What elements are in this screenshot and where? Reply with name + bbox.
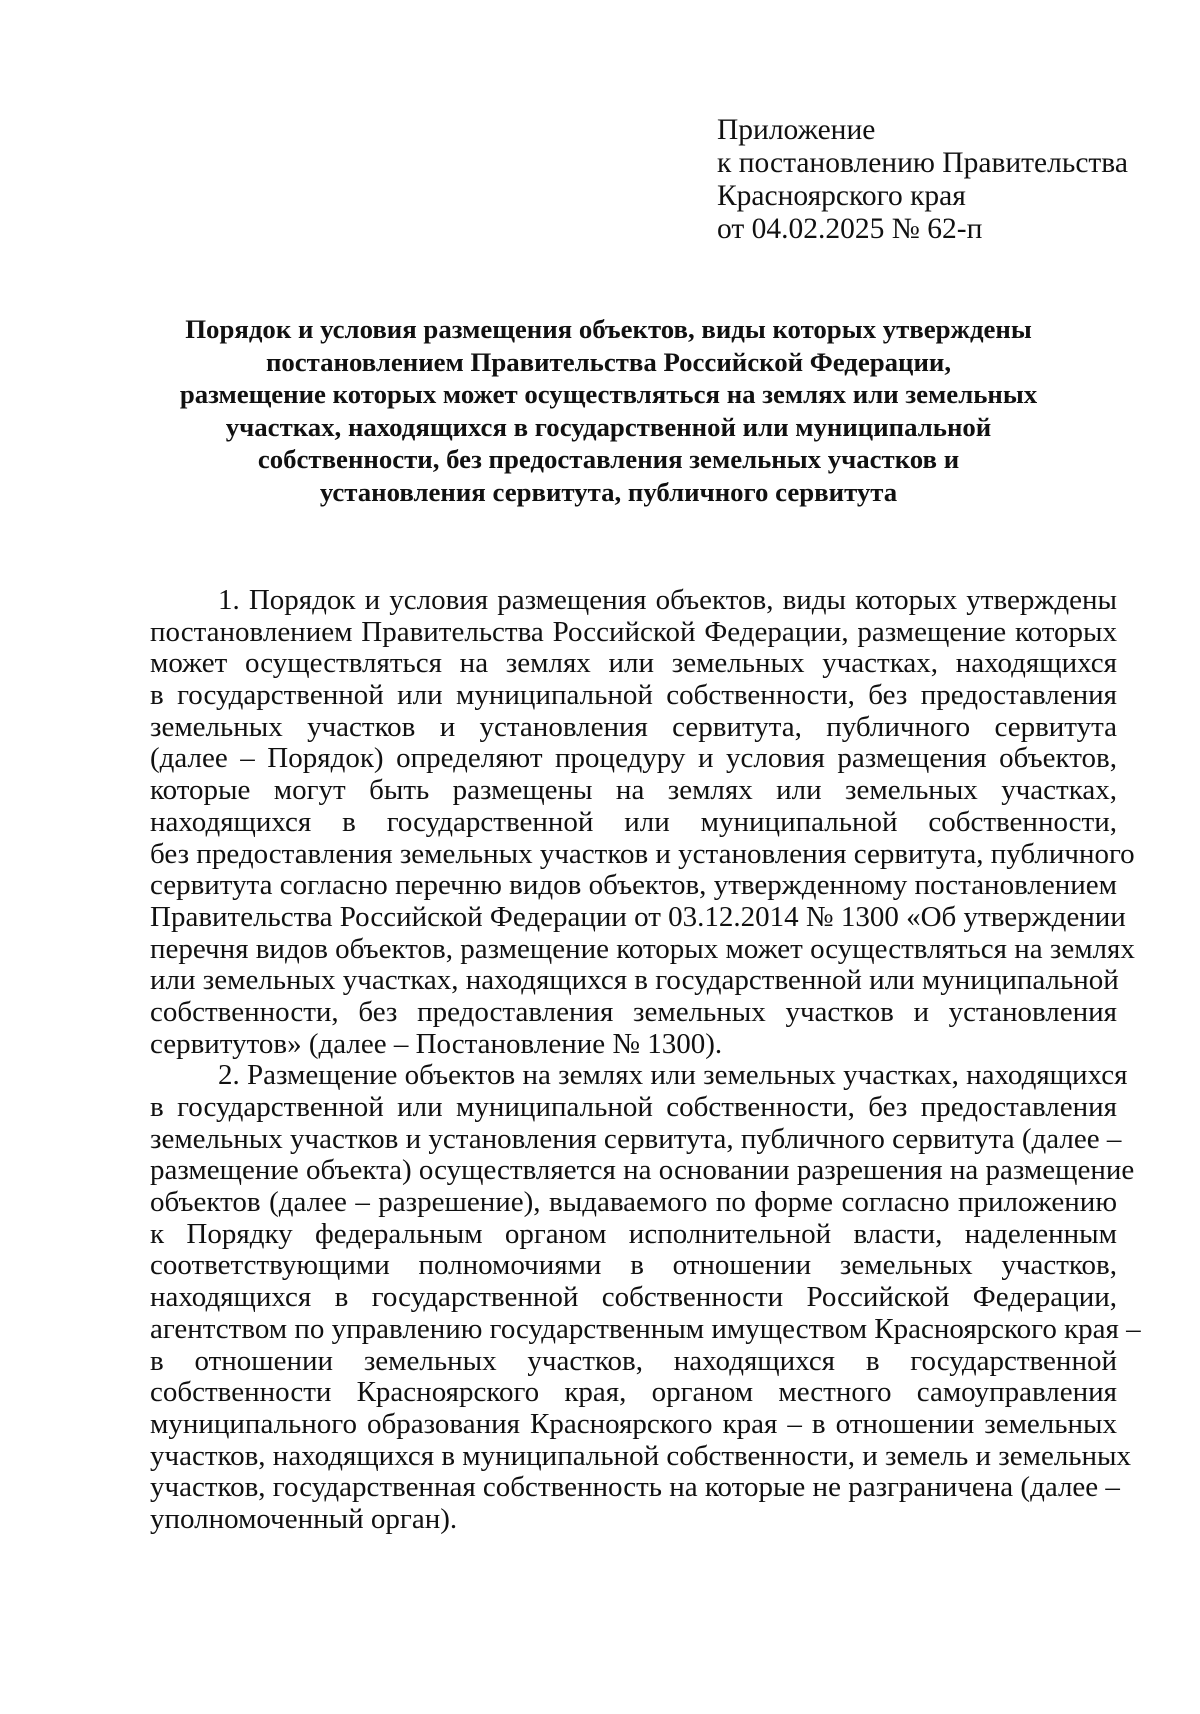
paragraph-line: 2. Размещение объектов на землях или земельных участках, находящихся: [218, 1059, 1128, 1092]
appendix-line: к постановлению Правительства: [717, 147, 1128, 179]
appendix-header: [717, 114, 1128, 246]
paragraph-line: Правительства Российской Федерации от 03.12.2014 № 1300 «Об утверждении: [150, 900, 1126, 933]
paragraph-line: без предоставления земельных участков и установления сервитута, публичного: [150, 837, 1135, 870]
paragraph-line: (далее – Порядок) определяют процедуру и условия размещения объектов,: [150, 742, 1117, 775]
paragraph-line: может осуществляться на землях или земельных участках, находящихся: [150, 647, 1117, 680]
paragraph-line: уполномоченный орган).: [150, 1502, 458, 1535]
paragraph-line: объектов (далее – разрешение), выдаваемого по форме согласно приложению: [150, 1186, 1117, 1219]
title-line: размещение которых может осуществляться на землях или земельных: [179, 379, 1038, 410]
title-line: установления сервитута, публичного сервитута: [319, 476, 898, 507]
paragraph-2: [150, 1059, 1141, 1535]
paragraph-line: собственности, без предоставления земельных участков и установления: [150, 995, 1117, 1028]
appendix-line: Красноярского края: [717, 180, 966, 212]
paragraph-line: в государственной или муниципальной собственности, без предоставления: [150, 1091, 1117, 1123]
document-title: [150, 313, 1067, 509]
paragraph-line: к Порядку федеральным органом исполнительной власти, наделенным: [150, 1217, 1117, 1250]
paragraph-line: размещение объекта) осуществляется на основании разрешения на размещение: [150, 1154, 1135, 1187]
paragraph-line: сервитутов» (далее – Постановление № 1300).: [150, 1027, 723, 1060]
paragraph-line: агентством по управлению государственным имуществом Красноярского края –: [150, 1312, 1141, 1345]
paragraph-line: постановлением Правительства Российской Федерации, размещение которых: [150, 615, 1117, 648]
paragraph-line: сервитута согласно перечню видов объектов, утвержденному постановлением: [150, 869, 1117, 902]
title-line: участках, находящихся в государственной или муниципальной: [225, 411, 992, 442]
title-line: Порядок и условия размещения объектов, виды которых утверждены: [185, 314, 1032, 344]
paragraph-line: или земельных участках, находящихся в государственной или муниципальной: [150, 964, 1119, 997]
paragraph-line: которые могут быть размещены на землях или земельных участках,: [150, 774, 1117, 807]
paragraph-line: находящихся в государственной собственности Российской Федерации,: [150, 1281, 1117, 1314]
paragraph-line: в отношении земельных участков, находящихся в государственной: [150, 1344, 1117, 1377]
paragraph-1: [150, 584, 1135, 1060]
paragraph-line: находящихся в государственной или муниципальной собственности,: [150, 805, 1117, 838]
paragraph-line: соответствующими полномочиями в отношении земельных участков,: [150, 1249, 1117, 1282]
appendix-line: от 04.02.2025 № 62-п: [717, 213, 983, 245]
paragraph-line: в государственной или муниципальной собственности, без предоставления: [150, 679, 1117, 712]
paragraph-line: собственности Красноярского края, органом местного самоуправления: [150, 1376, 1117, 1409]
appendix-line: Приложение: [717, 114, 876, 146]
paragraph-line: участков, государственная собственность на которые не разграничена (далее –: [150, 1471, 1120, 1504]
paragraph-line: 1. Порядок и условия размещения объектов, виды которых утверждены: [218, 584, 1117, 616]
paragraph-line: участков, находящихся в муниципальной собственности, и земель и земельных: [150, 1439, 1132, 1472]
paragraph-line: муниципального образования Красноярского края – в отношении земельных: [150, 1407, 1117, 1440]
paragraph-line: земельных участков и установления сервитута, публичного сервитута (далее –: [150, 1122, 1122, 1155]
paragraph-line: перечня видов объектов, размещение которых может осуществляться на землях: [150, 932, 1135, 965]
paragraph-line: земельных участков и установления сервитута, публичного сервитута: [150, 710, 1117, 743]
title-line: постановлением Правительства Российской Федерации,: [265, 346, 952, 377]
document-body: [150, 584, 1141, 1536]
title-line: собственности, без предоставления земельных участков и: [257, 444, 960, 475]
